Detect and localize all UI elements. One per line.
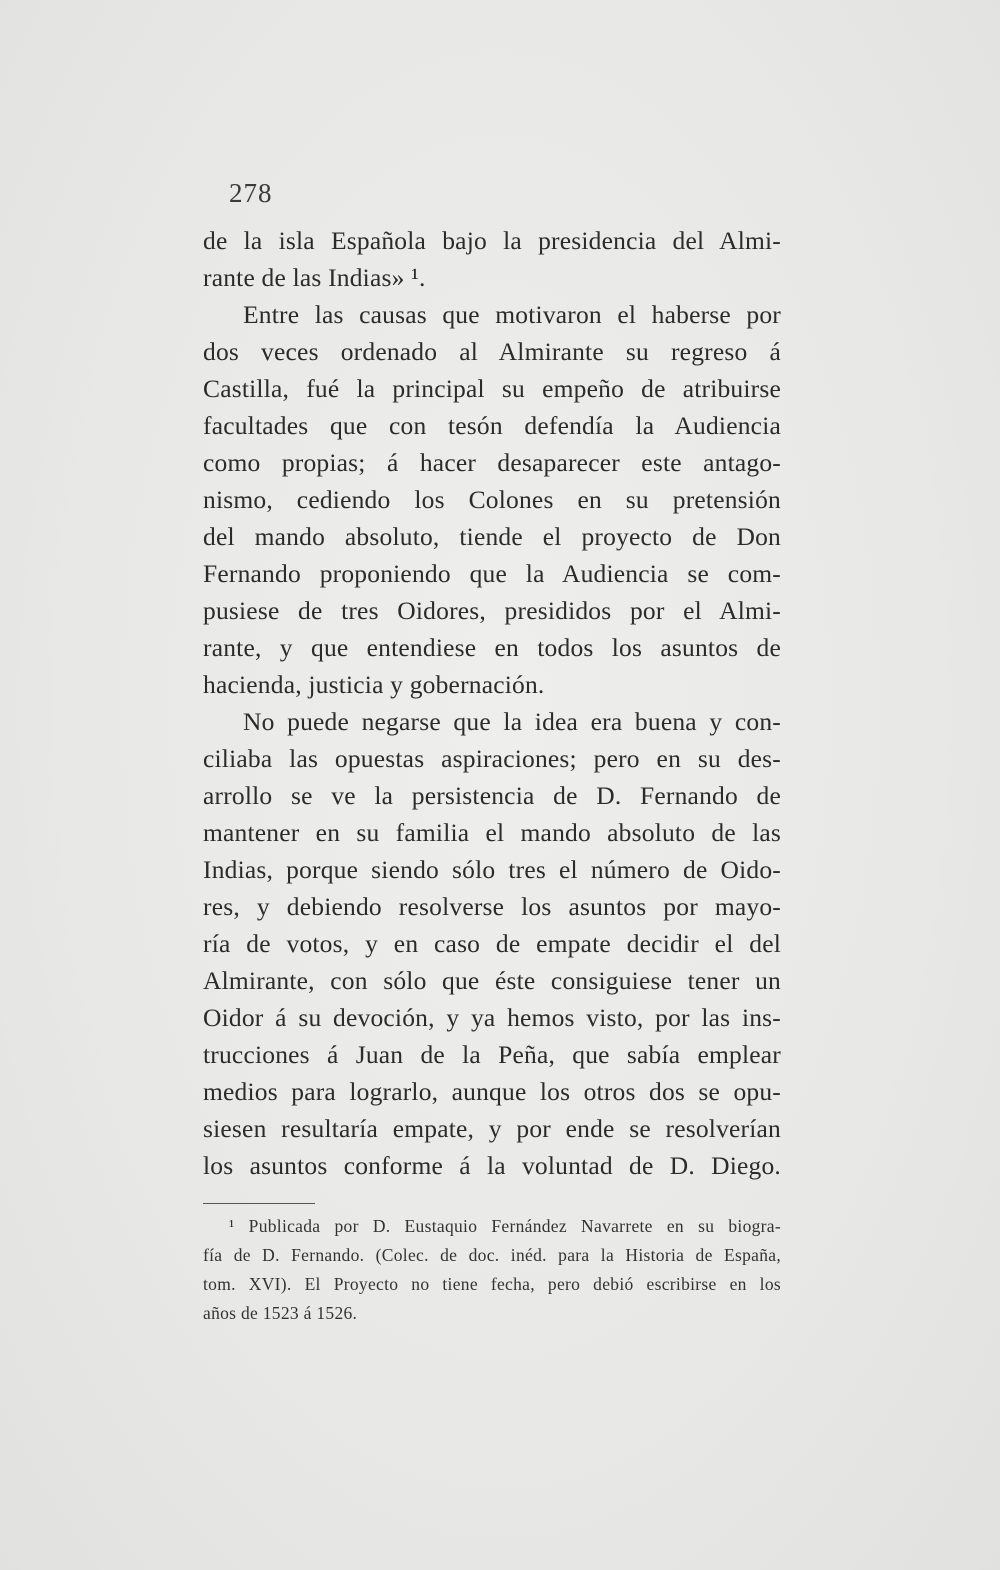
text-line: Almirante, con sólo que éste consiguiese tener un: [203, 966, 781, 995]
text-line: medios para lograrlo, aunque los otros dos se opu-: [203, 1077, 781, 1106]
text-line: Indias, porque siendo sólo tres el número de Oido-: [203, 855, 781, 884]
text-line: como propias; á hacer desaparecer este antago-: [203, 448, 781, 477]
text-line: facultades que con tesón defendía la Audiencia: [203, 411, 781, 440]
text-line: arrollo se ve la persistencia de D. Fernando de: [203, 781, 781, 810]
text-line: rante de las Indias» ¹.: [203, 263, 426, 292]
paragraph-start-line: Entre las causas que motivaron el haberse por: [243, 300, 781, 329]
body-text: [203, 222, 781, 1184]
footnote-line: fía de D. Fernando. (Colec. de doc. inéd. para la Historia de España,: [203, 1245, 781, 1265]
text-line: del mando absoluto, tiende el proyecto de Don: [203, 522, 781, 551]
text-line: ciliaba las opuestas aspiraciones; pero en su des-: [203, 744, 781, 773]
footnote: [203, 1212, 781, 1328]
text-line: Oidor á su devoción, y ya hemos visto, por las ins-: [203, 1003, 781, 1032]
text-line: dos veces ordenado al Almirante su regreso á: [203, 337, 781, 366]
text-line: nismo, cediendo los Colones en su pretensión: [203, 485, 781, 514]
text-line: trucciones á Juan de la Peña, que sabía emplear: [203, 1040, 781, 1069]
text-line: pusiese de tres Oidores, presididos por el Almi-: [203, 596, 781, 625]
text-line: rante, y que entendiese en todos los asuntos de: [203, 633, 781, 662]
page-number: 278: [229, 178, 273, 208]
text-line: mantener en su familia el mando absoluto de las: [203, 818, 781, 847]
footnote-line: ¹ Publicada por D. Eustaquio Fernández Navarrete en su biogra-: [229, 1216, 781, 1236]
footnote-line: años de 1523 á 1526.: [203, 1303, 358, 1323]
text-line: de la isla Española bajo la presidencia del Almi-: [203, 226, 781, 255]
text-line: Castilla, fué la principal su empeño de atribuirse: [203, 374, 781, 403]
footnote-divider: [203, 1203, 315, 1204]
text-line: los asuntos conforme á la voluntad de D. Diego.: [203, 1151, 781, 1180]
text-line: res, y debiendo resolverse los asuntos por mayo-: [203, 892, 781, 921]
paragraph-start-line: No puede negarse que la idea era buena y con-: [243, 707, 781, 736]
footnote-line: tom. XVI). El Proyecto no tiene fecha, pero debió escribirse en los: [203, 1274, 781, 1294]
text-line: ría de votos, y en caso de empate decidir el del: [203, 929, 781, 958]
text-line: hacienda, justicia y gobernación.: [203, 670, 545, 699]
text-line: Fernando proponiendo que la Audiencia se com-: [203, 559, 781, 588]
text-line: siesen resultaría empate, y por ende se resolverían: [203, 1114, 781, 1143]
